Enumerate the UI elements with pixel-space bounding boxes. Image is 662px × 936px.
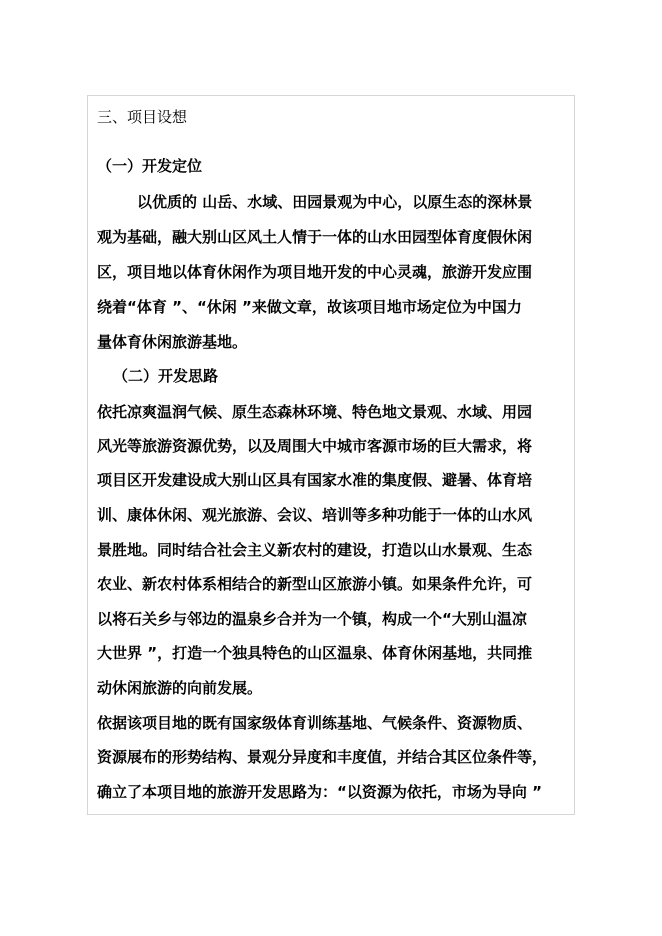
body-line: 资源展布的形势结构、景观分异度和丰度值，并结合其区位条件等， [97, 748, 548, 766]
body-line: 区，项目地以体育休闲作为项目地开发的中心灵魂，旅游开发应围 [97, 263, 533, 281]
body-line: 确立了本项目地的旅游开发思路为：“以资源为依托，市场为导向 ” [97, 783, 542, 801]
body-line: 项目区开发建设成大别山区具有国家水准的集度假、避暑、体育培 [97, 471, 533, 489]
subsection-1-heading: （一）开发定位 [97, 157, 203, 175]
body-line: 训、康体休闲、观光旅游、会议、培训等多种功能于一体的山水风 [97, 506, 533, 524]
body-line: 观为基础，融大别山区风土人情于一体的山水田园型体育度假休闲 [97, 228, 533, 246]
body-line: 量体育休闲旅游基地。 [97, 333, 248, 351]
section-heading: 三、项目设想 [97, 108, 188, 126]
body-line: 以将石关乡与邻边的温泉乡合并为一个镇，构成一个“大别山温凉 [97, 610, 527, 628]
body-line: 依托凉爽温润气候、原生态森林环境、特色地文景观、水域、用园 [97, 403, 533, 421]
body-line: 依据该项目地的既有国家级体育训练基地、气候条件、资源物质、 [97, 714, 533, 732]
body-line: 以优质的 山岳、水域、田园景观为中心，以原生态的深林景 [137, 193, 533, 211]
body-line: 大世界 ”，打造一个独具特色的山区温泉、体育休闲基地，共同推 [97, 644, 533, 662]
body-line: 绕着“体育 ”、“休闲 ”来做文章，故该项目地市场定位为中国力 [97, 298, 522, 316]
body-line: 农业、新农村体系相结合的新型山区旅游小镇。如果条件允许，可 [97, 575, 533, 593]
body-line: 动休闲旅游的向前发展。 [97, 679, 263, 697]
body-line: 风光等旅游资源优势，以及周围大中城市客源市场的巨大需求，将 [97, 437, 533, 455]
body-line: 景胜地。同时结合社会主义新农村的建设，打造以山水景观、生态 [97, 541, 533, 559]
subsection-2-heading: （二）开发思路 [113, 367, 219, 385]
